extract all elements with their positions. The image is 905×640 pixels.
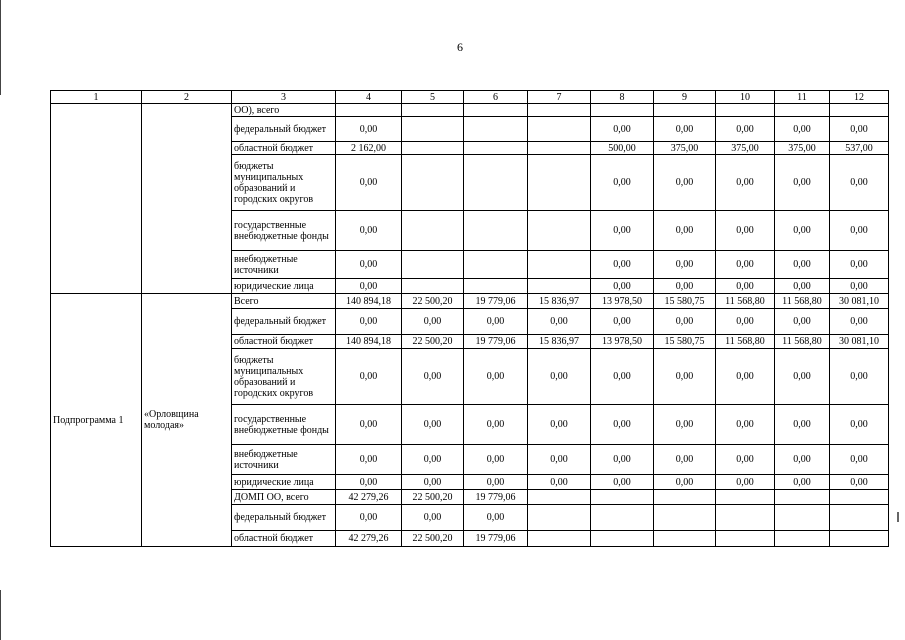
amount-cell — [591, 490, 654, 505]
amount-cell: 0,00 — [775, 475, 830, 490]
scan-edge-mark-bottom — [0, 590, 1, 640]
amount-cell: 0,00 — [654, 211, 716, 251]
amount-cell — [402, 155, 464, 211]
amount-cell: 537,00 — [830, 142, 889, 155]
amount-cell: 0,00 — [528, 445, 591, 475]
amount-cell: 0,00 — [591, 155, 654, 211]
amount-cell — [716, 490, 775, 505]
funding-source-cell: областной бюджет — [232, 531, 336, 547]
amount-cell: 0,00 — [654, 475, 716, 490]
funding-source-cell: бюджеты муниципальных образований и городских округов — [232, 349, 336, 405]
amount-cell: 2 162,00 — [336, 142, 402, 155]
funding-source-cell: юридические лица — [232, 279, 336, 294]
funding-source-cell: ДОМП ОО, всего — [232, 490, 336, 505]
funding-source-cell: областной бюджет — [232, 142, 336, 155]
amount-cell: 0,00 — [336, 309, 402, 335]
amount-cell — [830, 531, 889, 547]
amount-cell: 19 779,06 — [464, 335, 528, 349]
column-header: 12 — [830, 91, 889, 104]
amount-cell: 19 779,06 — [464, 490, 528, 505]
amount-cell — [528, 117, 591, 142]
amount-cell: 22 500,20 — [402, 294, 464, 309]
amount-cell — [775, 104, 830, 117]
amount-cell — [402, 142, 464, 155]
program-name-cell — [142, 104, 232, 294]
amount-cell: 0,00 — [775, 445, 830, 475]
amount-cell: 0,00 — [716, 475, 775, 490]
amount-cell — [830, 505, 889, 531]
amount-cell — [528, 490, 591, 505]
column-header: 3 — [232, 91, 336, 104]
funding-source-cell: федеральный бюджет — [232, 505, 336, 531]
amount-cell: 0,00 — [336, 405, 402, 445]
amount-cell: 0,00 — [591, 117, 654, 142]
amount-cell: 11 568,80 — [775, 294, 830, 309]
amount-cell — [654, 531, 716, 547]
amount-cell — [654, 490, 716, 505]
amount-cell: 0,00 — [591, 279, 654, 294]
amount-cell: 22 500,20 — [402, 490, 464, 505]
amount-cell: 0,00 — [336, 251, 402, 279]
amount-cell: 0,00 — [336, 445, 402, 475]
amount-cell: 375,00 — [716, 142, 775, 155]
amount-cell: 0,00 — [830, 405, 889, 445]
amount-cell: 0,00 — [830, 475, 889, 490]
amount-cell: 0,00 — [775, 155, 830, 211]
funding-source-cell: государственные внебюджетные фонды — [232, 211, 336, 251]
header-row — [51, 91, 889, 104]
amount-cell: 0,00 — [654, 251, 716, 279]
funding-table — [50, 90, 889, 547]
amount-cell: 0,00 — [775, 309, 830, 335]
amount-cell — [654, 505, 716, 531]
page-number: 6 — [457, 40, 463, 54]
amount-cell: 11 568,80 — [716, 294, 775, 309]
amount-cell: 30 081,10 — [830, 335, 889, 349]
amount-cell: 0,00 — [464, 405, 528, 445]
amount-cell — [591, 104, 654, 117]
amount-cell: 0,00 — [591, 475, 654, 490]
amount-cell: 0,00 — [528, 405, 591, 445]
amount-cell — [528, 531, 591, 547]
table-row — [51, 104, 889, 117]
amount-cell — [775, 505, 830, 531]
amount-cell: 0,00 — [830, 445, 889, 475]
amount-cell: 0,00 — [830, 117, 889, 142]
amount-cell — [528, 142, 591, 155]
amount-cell: 0,00 — [654, 117, 716, 142]
amount-cell — [464, 104, 528, 117]
column-header: 9 — [654, 91, 716, 104]
table-row — [51, 294, 889, 309]
amount-cell: 0,00 — [528, 349, 591, 405]
funding-source-cell: областной бюджет — [232, 335, 336, 349]
amount-cell: 0,00 — [654, 155, 716, 211]
amount-cell: 0,00 — [336, 349, 402, 405]
funding-source-cell: внебюджетные источники — [232, 445, 336, 475]
subprogram-cell — [51, 104, 142, 294]
column-header: 7 — [528, 91, 591, 104]
amount-cell: 0,00 — [830, 309, 889, 335]
amount-cell: 11 568,80 — [716, 335, 775, 349]
amount-cell: 0,00 — [830, 279, 889, 294]
amount-cell: 30 081,10 — [830, 294, 889, 309]
amount-cell — [591, 531, 654, 547]
amount-cell: 0,00 — [775, 117, 830, 142]
amount-cell: 0,00 — [830, 211, 889, 251]
amount-cell: 0,00 — [402, 349, 464, 405]
amount-cell: 0,00 — [336, 505, 402, 531]
amount-cell: 22 500,20 — [402, 335, 464, 349]
amount-cell — [528, 104, 591, 117]
amount-cell: 0,00 — [336, 279, 402, 294]
amount-cell: 0,00 — [591, 405, 654, 445]
amount-cell: 0,00 — [716, 279, 775, 294]
funding-source-cell: бюджеты муниципальных образований и городских округов — [232, 155, 336, 211]
column-header: 8 — [591, 91, 654, 104]
funding-source-cell: Всего — [232, 294, 336, 309]
amount-cell: 0,00 — [402, 445, 464, 475]
amount-cell: 13 978,50 — [591, 294, 654, 309]
amount-cell: 0,00 — [716, 309, 775, 335]
amount-cell: 140 894,18 — [336, 335, 402, 349]
amount-cell — [464, 155, 528, 211]
amount-cell: 0,00 — [716, 251, 775, 279]
column-header: 11 — [775, 91, 830, 104]
amount-cell: 13 978,50 — [591, 335, 654, 349]
amount-cell: 375,00 — [654, 142, 716, 155]
amount-cell: 0,00 — [716, 349, 775, 405]
amount-cell — [464, 279, 528, 294]
amount-cell: 0,00 — [716, 117, 775, 142]
amount-cell — [528, 155, 591, 211]
scan-speck — [897, 512, 899, 522]
amount-cell: 0,00 — [591, 309, 654, 335]
amount-cell — [654, 104, 716, 117]
amount-cell — [402, 117, 464, 142]
amount-cell: 0,00 — [716, 445, 775, 475]
amount-cell — [336, 104, 402, 117]
funding-source-cell: государственные внебюджетные фонды — [232, 405, 336, 445]
amount-cell: 0,00 — [830, 251, 889, 279]
column-header: 2 — [142, 91, 232, 104]
amount-cell — [830, 104, 889, 117]
amount-cell: 0,00 — [464, 445, 528, 475]
amount-cell — [402, 279, 464, 294]
amount-cell: 0,00 — [775, 279, 830, 294]
amount-cell: 0,00 — [402, 505, 464, 531]
amount-cell: 0,00 — [654, 405, 716, 445]
amount-cell: 11 568,80 — [775, 335, 830, 349]
amount-cell: 0,00 — [464, 349, 528, 405]
amount-cell — [716, 505, 775, 531]
amount-cell — [528, 211, 591, 251]
scan-edge-mark-top — [0, 0, 1, 95]
amount-cell: 42 279,26 — [336, 490, 402, 505]
amount-cell: 0,00 — [402, 405, 464, 445]
amount-cell — [464, 251, 528, 279]
amount-cell: 0,00 — [775, 405, 830, 445]
column-header: 1 — [51, 91, 142, 104]
amount-cell: 0,00 — [654, 445, 716, 475]
amount-cell — [528, 251, 591, 279]
amount-cell: 0,00 — [336, 155, 402, 211]
subprogram-cell: Подпрограмма 1 — [51, 294, 142, 547]
table-body — [51, 104, 889, 547]
funding-source-cell: внебюджетные источники — [232, 251, 336, 279]
amount-cell — [402, 104, 464, 117]
funding-source-cell: федеральный бюджет — [232, 117, 336, 142]
amount-cell: 0,00 — [591, 251, 654, 279]
amount-cell: 15 580,75 — [654, 294, 716, 309]
amount-cell: 0,00 — [464, 475, 528, 490]
amount-cell: 0,00 — [775, 211, 830, 251]
amount-cell: 0,00 — [775, 251, 830, 279]
amount-cell: 0,00 — [654, 279, 716, 294]
amount-cell — [830, 490, 889, 505]
amount-cell: 0,00 — [654, 349, 716, 405]
amount-cell: 0,00 — [716, 211, 775, 251]
amount-cell: 15 836,97 — [528, 294, 591, 309]
amount-cell: 0,00 — [464, 505, 528, 531]
column-header: 6 — [464, 91, 528, 104]
amount-cell: 500,00 — [591, 142, 654, 155]
funding-source-cell: ОО), всего — [232, 104, 336, 117]
amount-cell — [464, 211, 528, 251]
amount-cell: 0,00 — [830, 349, 889, 405]
amount-cell: 0,00 — [775, 349, 830, 405]
amount-cell: 0,00 — [528, 475, 591, 490]
amount-cell: 0,00 — [591, 349, 654, 405]
amount-cell — [591, 505, 654, 531]
amount-cell: 15 836,97 — [528, 335, 591, 349]
amount-cell: 0,00 — [716, 155, 775, 211]
amount-cell — [775, 490, 830, 505]
amount-cell — [716, 104, 775, 117]
column-header: 4 — [336, 91, 402, 104]
amount-cell: 0,00 — [336, 211, 402, 251]
amount-cell: 42 279,26 — [336, 531, 402, 547]
amount-cell — [775, 531, 830, 547]
amount-cell: 0,00 — [654, 309, 716, 335]
column-header: 5 — [402, 91, 464, 104]
amount-cell: 15 580,75 — [654, 335, 716, 349]
amount-cell: 0,00 — [591, 211, 654, 251]
amount-cell — [464, 142, 528, 155]
amount-cell — [528, 279, 591, 294]
amount-cell — [716, 531, 775, 547]
amount-cell: 140 894,18 — [336, 294, 402, 309]
amount-cell — [402, 251, 464, 279]
amount-cell: 0,00 — [336, 117, 402, 142]
amount-cell: 0,00 — [402, 475, 464, 490]
amount-cell — [464, 117, 528, 142]
funding-source-cell: юридические лица — [232, 475, 336, 490]
amount-cell: 0,00 — [830, 155, 889, 211]
amount-cell: 19 779,06 — [464, 531, 528, 547]
amount-cell: 375,00 — [775, 142, 830, 155]
amount-cell — [528, 505, 591, 531]
amount-cell: 0,00 — [464, 309, 528, 335]
amount-cell: 22 500,20 — [402, 531, 464, 547]
amount-cell: 19 779,06 — [464, 294, 528, 309]
amount-cell: 0,00 — [591, 445, 654, 475]
program-name-cell: «Орловщина молодая» — [142, 294, 232, 547]
amount-cell: 0,00 — [528, 309, 591, 335]
funding-source-cell: федеральный бюджет — [232, 309, 336, 335]
amount-cell: 0,00 — [402, 309, 464, 335]
amount-cell — [402, 211, 464, 251]
amount-cell: 0,00 — [336, 475, 402, 490]
amount-cell: 0,00 — [716, 405, 775, 445]
column-header: 10 — [716, 91, 775, 104]
